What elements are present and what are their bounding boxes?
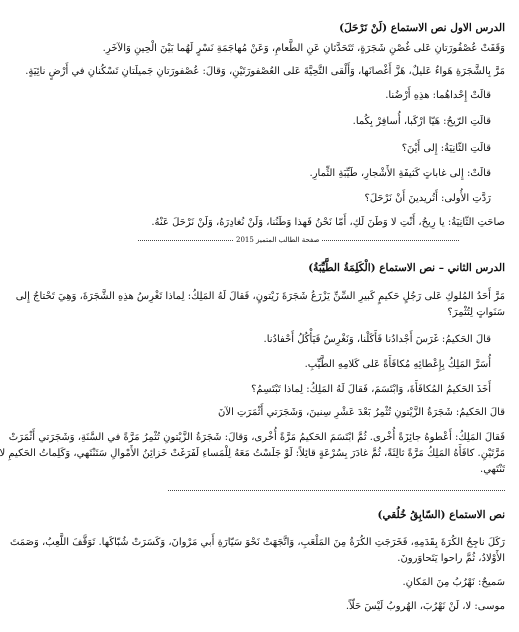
- lesson2-line: قالَ الحَكيمُ: شَجَرَةُ الزَّيْتونِ تُثْمِرُ بَعْدَ عَشْرِ سِنينَ، وَشَجَرَتي أَثْمَرَتِ الآنَ: [218, 407, 505, 418]
- lesson1-line: رَدَّتِ الأُولى: أَتُريدينَ أَنْ نَرْحَلَ؟: [364, 193, 491, 204]
- lesson3-line: سَميحٌ: نَهْرُبُ مِنَ المَكانِ.: [402, 577, 505, 588]
- lesson2-line: مَرَّتَيْنِ. كافَأَهُ المَلِكُ مَرَّةً ثالِثَةً، ثُمَّ غادَرَ بِسُرْعَةٍ قائِلاً: لَوْ جَلَسْتُ مَعَهُ لِلْمَساءِ لَفَرَغَتْ خَزائِنُ الأَمْوالِ سَتَنْتَهي، وَكَلِماتُ الحَكيمِ لا: [0, 448, 505, 459]
- lesson1-line: قالَتِ الثّانِيَةُ: إِلى أَيْنَ؟: [401, 143, 491, 154]
- lesson2-line: فَقالَ المَلِكُ: أَعْطوهُ جائِزَةً أُخْرى. ثُمَّ ابْتَسَمَ الحَكيمُ مَرَّةً أُخْرى، وَقالَ: شَجَرَةُ الزَّيْتونِ تُثْمِرُ مَرَّةً في السَّنَةِ، وَشَجَرَتي أَثْمَرَتْ: [8, 432, 505, 443]
- lesson3-line: الأَوْلادُ، ثُمَّ راحوا يَتَحاوَرونَ.: [397, 553, 505, 564]
- lesson3-line: رَكَلَ ناجِحُ الكُرَةَ بِقَدَمِهِ، فَخَرَجَتِ الكُرَةُ مِنَ المَلْعَبِ، وَاتَّجَهَتْ نَحْوَ سَيّارَةِ أَبي مَرْوانَ، وَكَسَرَتْ شُبّاكَها. تَوَقَّفَ اللَّعِبُ، وَصَمَتَ: [9, 537, 505, 548]
- lesson2-line: قالَ الحَكيمُ: غَرَسَ أَجْدادُنا فَأَكَلْنا، وَنَغْرِسُ فَيَأْكُلُ أَحْفادُنا.: [263, 334, 491, 345]
- footer-note: صفحة الطالب المتميز 2015: [233, 236, 322, 245]
- lesson2-line: سَنَواتٍ لِتُثْمِرَ؟: [447, 307, 505, 318]
- lesson1-line: وَقَفَتْ عُصْفُورَتانِ عَلى غُصْنِ شَجَرَةٍ، تَتَحَدَّثانِ عَنِ الطَّعامِ، وَعَنْ مُهاجَمَةِ نَسْرٍ لَهُما بَيْنَ الْحِينِ وَالآخَرِ.: [102, 43, 505, 54]
- lesson3-line: موسى: لا، لَنْ نَهْرُبَ، الهُروبُ لَيْسَ حَلّاً.: [345, 601, 505, 612]
- lesson2-line: مَرَّ أَحَدُ المُلوكِ عَلى رَجُلٍ حَكيمٍ كَبيرِ السِّنِّ يَزْرَعُ شَجَرَةَ زَيْتونٍ، فَقالَ لَهُ المَلِكُ: لِماذا تَغْرِسُ هذِهِ الشَّجَرَةَ، وَهِيَ تَحْتاجُ إِلى: [15, 291, 505, 302]
- lesson1-line: مَرَّ بِالشَّجَرَةِ هَواءٌ عَليلٌ، هَزَّ أَغْصانَها، وَأَلْقى التَّحِيَّةَ عَلى العُصْفورَتَيْنِ، وَقالَ: عُصْفورَتانِ جَميلَتانِ تَسْكُنانِ في أَرْضٍ نائِيَةٍ.: [25, 66, 505, 77]
- lesson1-heading: الدرس الاول نص الاستماع (لَنْ نَرْحَلَ): [339, 22, 505, 34]
- lesson2-line: أَخَذَ الحَكيمُ المُكافَأَةَ، وَابْتَسَمَ، فَقالَ لَهُ المَلِكُ: لِماذا تَبْتَسِمُ؟: [251, 384, 491, 395]
- section-divider: [168, 490, 505, 491]
- lesson1-line: قالَتِ الرّيحُ: هَيّا ارْكَبا، أُسافِرْ بِكُما.: [352, 116, 491, 127]
- lesson1-line: قالَتْ: إِلى غاباتٍ كَثيفَةِ الأَشْجارِ، طَيِّبَةِ الثِّمارِ.: [309, 168, 491, 179]
- lesson2-line: تَنْتَهي.: [480, 464, 505, 475]
- lesson1-line: صاحَتِ الثّانِيَةُ: يا رِيحُ، أَنْتِ لا وَطَنَ لَكِ، أَمّا نَحْنُ فَهذا وَطَنُنا، وَلَنْ نُغادِرَهُ، وَلَنْ نَرْحَلَ عَنْهُ.: [151, 217, 505, 228]
- lesson1-line: قالَتْ إِحْداهُما: هذِهِ أَرْضُنا.: [385, 90, 491, 101]
- lesson2-line: أُسَرَّ المَلِكُ بِإِعْطائِهِ مُكافَأَةً عَلى كَلامِهِ الطَّيِّبِ.: [304, 359, 491, 370]
- lesson3-heading: نص الاستماع (السّابِقُ خُلُقي): [377, 509, 505, 521]
- lesson2-heading: الدرس الثاني – نص الاستماع (الْكَلِمَةُ الطَّيِّبَةُ): [308, 262, 505, 274]
